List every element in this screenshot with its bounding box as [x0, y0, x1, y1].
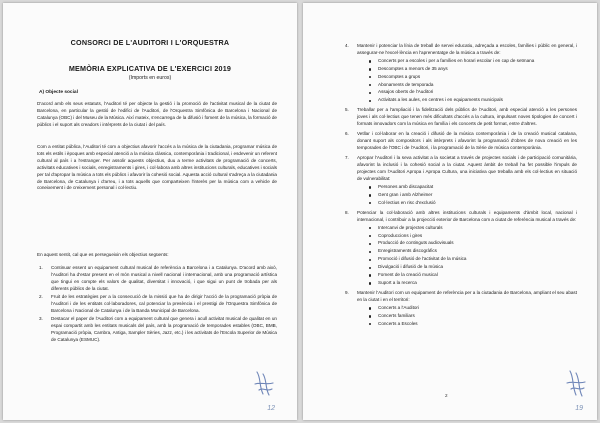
- list-item-number: 6.: [345, 131, 349, 137]
- document-page-right: [303, 3, 597, 420]
- list-item: 1. Continuar essent un equipament cultural musical de referència a Barcelona i a Catalunya. D'acord amb això, l'Auditori ha d'estar present en el món musical a nivell nacional i internacional, amb una programació artística que tingui en compte els valors de qualitat, diversitat i innovació, i que sigui un punt de trobada per als diferents públics de la ciutat.: [39, 265, 277, 291]
- section-heading: A) Objecte social: [39, 90, 78, 95]
- list-item: [345, 43, 577, 104]
- bullet-item: Assajos oberts de l'Auditori: [369, 89, 577, 96]
- list-item: [345, 155, 577, 206]
- list-item: 2. Fruit de les estratègies per a la consecució de la missió que ha de dirigir l'acció de la programació pròpia de l'Auditori i de les entitats col·laboradores, cal potenciar la presència i el prestigi de l'Orquestra Simfònica de Barcelona i Nacional de Catalunya i de la Banda Municipal de Barcelona.: [39, 294, 277, 313]
- document-title: MEMÒRIA EXPLICATIVA DE L'EXERCICI 2019: [68, 64, 232, 73]
- list-item-text: Mantenir l'Auditori com un equipament de referència per a la ciutadania de Barcelona, ampliant el seu abast en la ciutat i en el territori:: [357, 290, 577, 302]
- paragraph: D'acord amb els seus estatuts, l'Auditori té per objecte la gestió i la promoció de l'activitat musical de la ciutat de Barcelona, en particular la gestió de l'edifici de l'Auditori, de l'Orquestra Simfònica de Barcelona i Nacional de Catalunya (OBC) i del Museu de la Música. Així mateix, s'encarrega de la difusió i foment de la música, la formació de públics i el suport als creadors i intèrprets de la ciutat i del país.: [37, 101, 277, 127]
- handwritten-signature: [253, 368, 275, 398]
- list-item-text: Potenciar la col·laboració amb altres institucions culturals i equipaments d'àmbit local, nacional i internacional, i contribuir a la projecció exterior de Barcelona com a ciutat de referència musical a través de:: [357, 209, 577, 222]
- list-item-text: Mantenir i potenciar la línia de treball de servei educatiu, adreçada a escoles, famílies i públic en general, i assegurar-ne l'excel·lència en l'aprenentatge de la música a través de:: [357, 43, 577, 55]
- list-item-text: Fruit de les estratègies per a la consecució de la missió que ha de dirigir l'acció de la programació pròpia de l'Auditori i de les entitats col·laboradores, cal potenciar la presència i el prestigi de l'Orquestra Simfònica de Barcelona i Nacional de Catalunya i de la Banda Municipal de Barcelona.: [51, 294, 277, 313]
- bullet-item: Activitats a les aules, en centres i en equipaments municipals: [369, 97, 577, 104]
- list-item-number: 5.: [345, 107, 349, 113]
- bullet-list: [357, 305, 577, 328]
- list-item-text: Apropar l'Auditori i la seva activitat a la societat a través de projectes socials i de participació comunitària, afavorint la inclusió i la cohesió social a la ciutat. Aquest àmbit de treball ha fet possible l'impuls de projectes com l'Auditori Apropa i Apropa Cultura, una iniciativa que treballa amb els col·lectius en situació de vulnerabilitat:: [357, 155, 577, 181]
- document-page-left: [3, 3, 297, 420]
- page-center-number: 2: [445, 393, 448, 398]
- list-item: 3. Destacar el paper de l'Auditori com a equipament cultural que genera i acull activitat musical de qualitat en un espai compartit amb les entitats musicals del país, amb la programació de temporades estables (OBC, BMB, Programació pròpia, Cambra, Antiga, Sampler Sèries, Jazz, etc.) i les activitats de l'Escola Superior de Música de Catalunya (ESMUC).: [39, 316, 277, 343]
- bullet-item: Concerts a Escoles: [369, 321, 577, 328]
- document-subtitle: (Imports en euros): [128, 75, 172, 81]
- bullet-item: Concerts familiars: [369, 313, 577, 320]
- list-item-text: Treballar per a l'ampliació i la fidelització dels públics de l'Auditori, amb especial atenció a les persones joves i als col·lectius que tenen més dificultats d'accés a la cultura, impulsant noves tipologies de concert i formats innovadors com la música en família i els concerts de petit format, entre d'altres.: [357, 107, 577, 127]
- page-number: 12: [267, 405, 275, 412]
- organization-heading: CONSORCI DE L'AUDITORI I L'ORQUESTRA: [70, 38, 230, 47]
- bullet-item: Descomptes a grups: [369, 74, 577, 81]
- bullet-item: Foment de la creació musical: [369, 272, 577, 279]
- bullet-item: Descomptes a menors de 35 anys: [369, 66, 577, 73]
- page-number: 19: [575, 405, 583, 412]
- list-item: [345, 210, 577, 287]
- list-item-number: 7.: [345, 155, 349, 161]
- objectives-list-continued: [345, 43, 577, 331]
- objectives-list: [37, 265, 277, 345]
- bullet-item: Concerts a l'Auditori: [369, 305, 577, 312]
- list-item-number: 9.: [345, 290, 349, 296]
- bullet-item: Coproduccions i gires: [369, 233, 577, 240]
- paragraph: En aquest sentit, cal que es persegueixin els objectius següents:: [37, 252, 169, 257]
- list-item: [345, 107, 577, 128]
- list-item-text: Continuar essent un equipament cultural musical de referència a Barcelona i a Catalunya. D'acord amb això, l'Auditori ha d'estar present en el món musical a nivell nacional i internacional, amb una programació artística que tingui en compte els valors de qualitat, diversitat i innovació, i que sigui un punt de trobada per als diferents públics de la ciutat.: [51, 265, 277, 291]
- handwritten-signature: [565, 368, 587, 398]
- list-item-text: Destacar el paper de l'Auditori com a equipament cultural que genera i acull activitat musical de qualitat en un espai compartit amb les entitats musicals del país, amb la programació de temporades estables (OBC, BMB, Programació pròpia, Cambra, Antiga, Sampler Sèries, Jazz, etc.) i les activitats de l'Escola Superior de Música de Catalunya (ESMUC).: [51, 316, 277, 343]
- list-item: [345, 290, 577, 328]
- bullet-item: Intercanvi de projectes culturals: [369, 225, 577, 232]
- bullet-item: Divulgació i difusió de la música: [369, 264, 577, 271]
- list-item-number: 8.: [345, 209, 349, 215]
- bullet-list: [357, 184, 577, 207]
- bullet-item: Suport a la recerca: [369, 280, 577, 287]
- paragraph: Com a entitat pública, l'Auditori té com a objectius afavorir l'accés a la música de la ciutadania, programar música de tots els estils i èpoques amb especial atenció a la música clàssica, contemporània i tradicional, i esdevenir un referent cultural al país i a l'estranger. Per assolir aquests objectius, duu a terme activitats de programació de concerts, activitats educatives i socials, enregistraments i gires, i col·labora amb altres institucions culturals, educatives i socials per tal d'apropar la música a tots els públics i afavorir la cohesió social. Aquesta acció cultural s'adreça a la ciutadania de Barcelona, de Catalunya i d'arreu, i a tots aquells que comparteixen l'interès per la música com a vehicle de coneixement i de creixement personal i col·lectiu.: [37, 144, 277, 191]
- list-item: [345, 131, 577, 152]
- bullet-item: Col·lectius en risc d'exclusió: [369, 200, 577, 207]
- bullet-item: Enregistraments discogràfics: [369, 248, 577, 255]
- bullet-item: Promoció i difusió de l'activitat de la música: [369, 256, 577, 263]
- bullet-item: Gent gran i amb Alzheimer: [369, 192, 577, 199]
- list-item-text: Vetllar i col·laborar en la creació i difusió de la música contemporània i de la creació musical catalana, donant suport als compositors i als intèrprets i afavorint la programació d'obres de nova creació en les temporades de l'OBC i de l'Auditori, i la programació de la Sèrie de música contemporània.: [357, 131, 577, 151]
- list-item-number: 4.: [345, 43, 349, 48]
- bullet-item: Producció de continguts audiovisuals: [369, 240, 577, 247]
- bullet-item: Concerts per a escoles i per a famílies en horari escolar i en cap de setmana: [369, 58, 577, 65]
- bullet-list: [357, 58, 577, 104]
- bullet-item: Persones amb discapacitat: [369, 184, 577, 191]
- bullet-item: Abonaments de temporada: [369, 82, 577, 89]
- bullet-list: [357, 225, 577, 287]
